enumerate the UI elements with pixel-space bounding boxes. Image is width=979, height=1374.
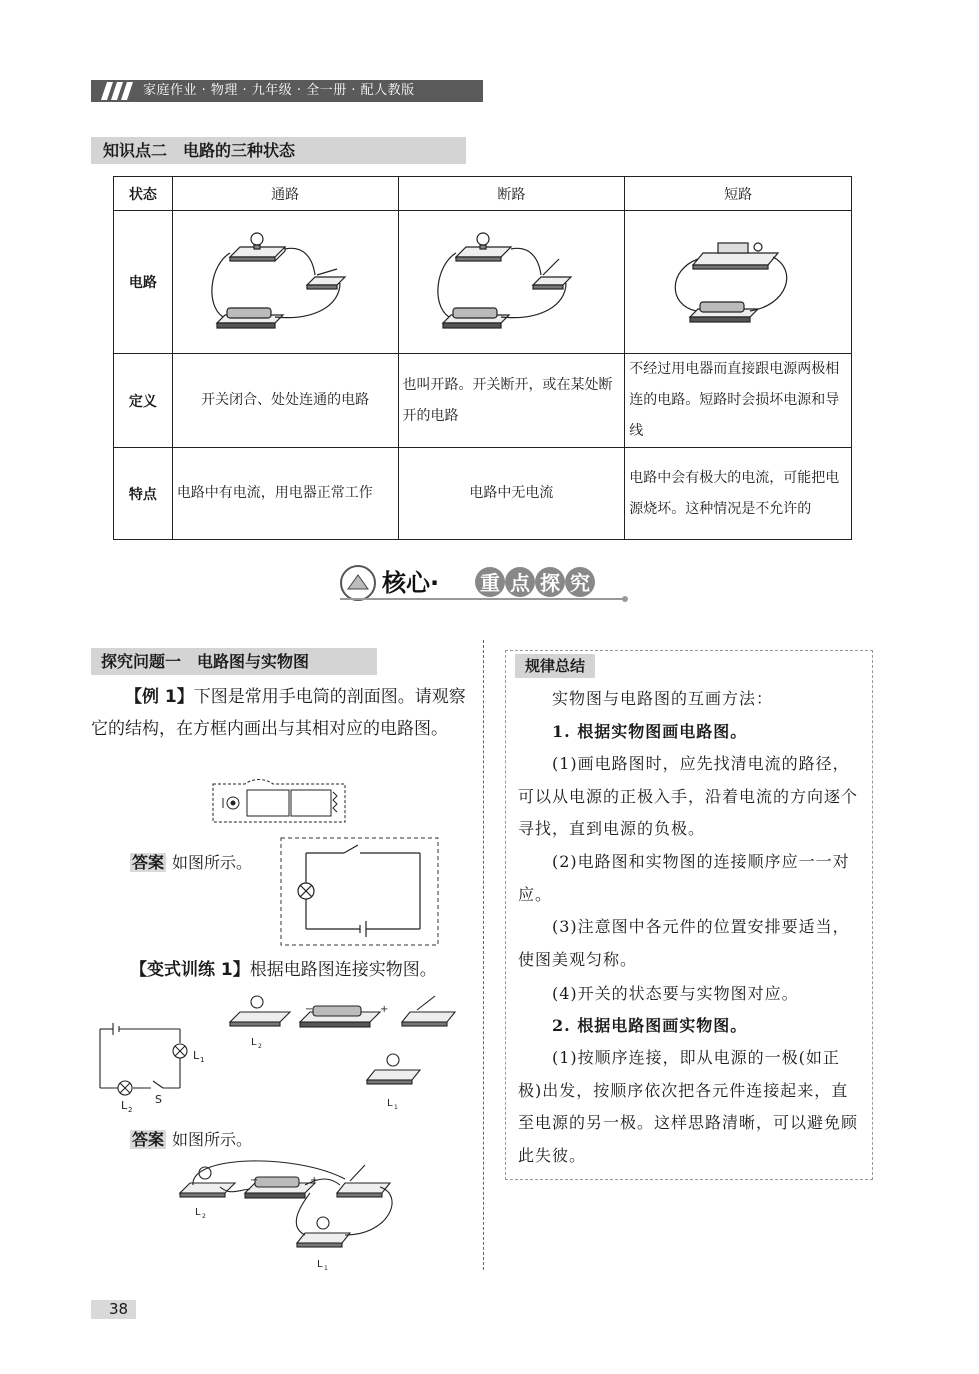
variant-tag: 【变式训练 1】: [130, 960, 250, 980]
label-L2-sub: 2: [128, 1106, 133, 1114]
closed-circuit-illustration: [172, 211, 398, 354]
ans-label-L2-sub: 2: [202, 1213, 206, 1220]
table-header-state: 状态: [114, 177, 173, 211]
summary-point-1a: (1)画电路图时，应先找清电流的路径，可以从电源的正极入手，沿着电流的方向逐个寻找，直到电源的负极。: [518, 754, 859, 838]
comp-label-L1: L: [387, 1098, 393, 1109]
definition-closed: 开关闭合、处处连通的电路: [172, 354, 398, 448]
explore-title-bar: [91, 648, 377, 675]
comp-label-L1-sub: 1: [394, 1104, 398, 1111]
circuit-states-table: [113, 176, 852, 540]
summary-point-1c: (3)注意图中各元件的位置安排要适当，使图美观匀称。: [518, 917, 850, 969]
column-divider: [483, 640, 484, 1270]
answer2-label: 答案: [132, 1130, 165, 1149]
banner-text: 核心·: [382, 569, 440, 597]
label-L1-sub: 1: [200, 1056, 205, 1064]
slash-decoration-icon: [95, 80, 135, 102]
answer-circuit-diagram: [280, 837, 440, 951]
banner-char-4: 究: [570, 571, 590, 595]
banner-char-1: 重: [480, 571, 500, 595]
answer2-text: 如图所示。: [172, 1130, 253, 1149]
feature-open: 电路中无电流: [398, 448, 625, 540]
variant-question: [130, 954, 490, 986]
example-text: 下图是常用手电筒的剖面图。请观察它的结构，在方框内画出与其相对应的电路图。: [91, 687, 466, 739]
variant-components-illustration: [225, 990, 465, 1124]
section-title: 知识点二 电路的三种状态: [103, 141, 296, 160]
answer-label: 答案: [132, 853, 165, 872]
open-circuit-illustration: [398, 211, 625, 354]
example-question: [91, 681, 469, 745]
answer-1: [130, 850, 252, 873]
row-label-definition: 定义: [114, 354, 173, 448]
summary-point-2a: (1)按顺序连接，即从电源的一极(如正极)出发，按顺序依次把各元件连接起来，直至电源的另一极。这样思路清晰，可以避免顾此失彼。: [518, 1048, 859, 1165]
ans-label-L1-sub: 1: [324, 1265, 328, 1272]
row-label-circuit: 电路: [114, 211, 173, 354]
summary-point-1: 1. 根据实物图画电路图。: [552, 722, 748, 741]
short-circuit-illustration: [625, 211, 852, 354]
label-L2: L: [121, 1099, 128, 1112]
banner-char-2: 点: [510, 571, 530, 595]
core-explore-banner: [330, 555, 630, 605]
label-S: S: [155, 1093, 162, 1106]
ans-label-L2: L: [195, 1207, 201, 1218]
page-number: 38: [109, 1300, 129, 1318]
comp-label-L2-sub: 2: [258, 1043, 262, 1050]
variant-text: 根据电路图连接实物图。: [249, 960, 437, 980]
feature-closed: 电路中有电流，用电器正常工作: [172, 448, 398, 540]
feature-short: 电路中会有极大的电流，可能把电源烧坏。这种情况是不允许的: [625, 448, 852, 540]
summary-point-2: 2. 根据电路图画实物图。: [552, 1016, 748, 1035]
table-header-closed: 通路: [172, 177, 398, 211]
answer-2: [130, 1127, 252, 1150]
explore-title: 探究问题一 电路图与实物图: [101, 652, 310, 671]
ans-plus-label: +: [310, 1175, 319, 1186]
page-number-bar: [91, 1300, 136, 1319]
label-L1: L: [193, 1049, 200, 1062]
row-label-feature: 特点: [114, 448, 173, 540]
table-header-short: 短路: [625, 177, 852, 211]
answer-text: 如图所示。: [172, 853, 253, 872]
summary-point-1b: (2)电路图和实物图的连接顺序应一一对应。: [518, 852, 850, 904]
answer-wiring-illustration: [175, 1155, 415, 1279]
definition-open: 也叫开路。开关断开，或在某处断开的电路: [398, 354, 625, 448]
example-tag: 【例 1】: [125, 687, 194, 707]
banner-char-3: 探: [540, 571, 560, 595]
table-header-open: 断路: [398, 177, 625, 211]
variant-schematic: [95, 995, 225, 1119]
running-header: [91, 80, 483, 102]
comp-label-L2: L: [251, 1037, 257, 1048]
minus-label: −: [305, 1004, 314, 1015]
plus-label: +: [380, 1004, 389, 1015]
summary-intro: 实物图与电路图的互画方法：: [552, 689, 774, 708]
header-title: 家庭作业 · 物理 · 九年级 · 全一册 · 配人教版: [143, 83, 415, 98]
definition-short: 不经过用电器而直接跟电源两极相连的电路。短路时会损坏电源和导线: [625, 354, 852, 448]
ans-label-L1: L: [317, 1259, 323, 1270]
summary-point-1d: (4)开关的状态要与实物图对应。: [552, 984, 799, 1003]
summary-title: 规律总结: [515, 654, 595, 678]
ans-minus-label: −: [250, 1175, 259, 1186]
flashlight-diagram: [205, 778, 355, 832]
section-title-bar: [91, 137, 466, 164]
